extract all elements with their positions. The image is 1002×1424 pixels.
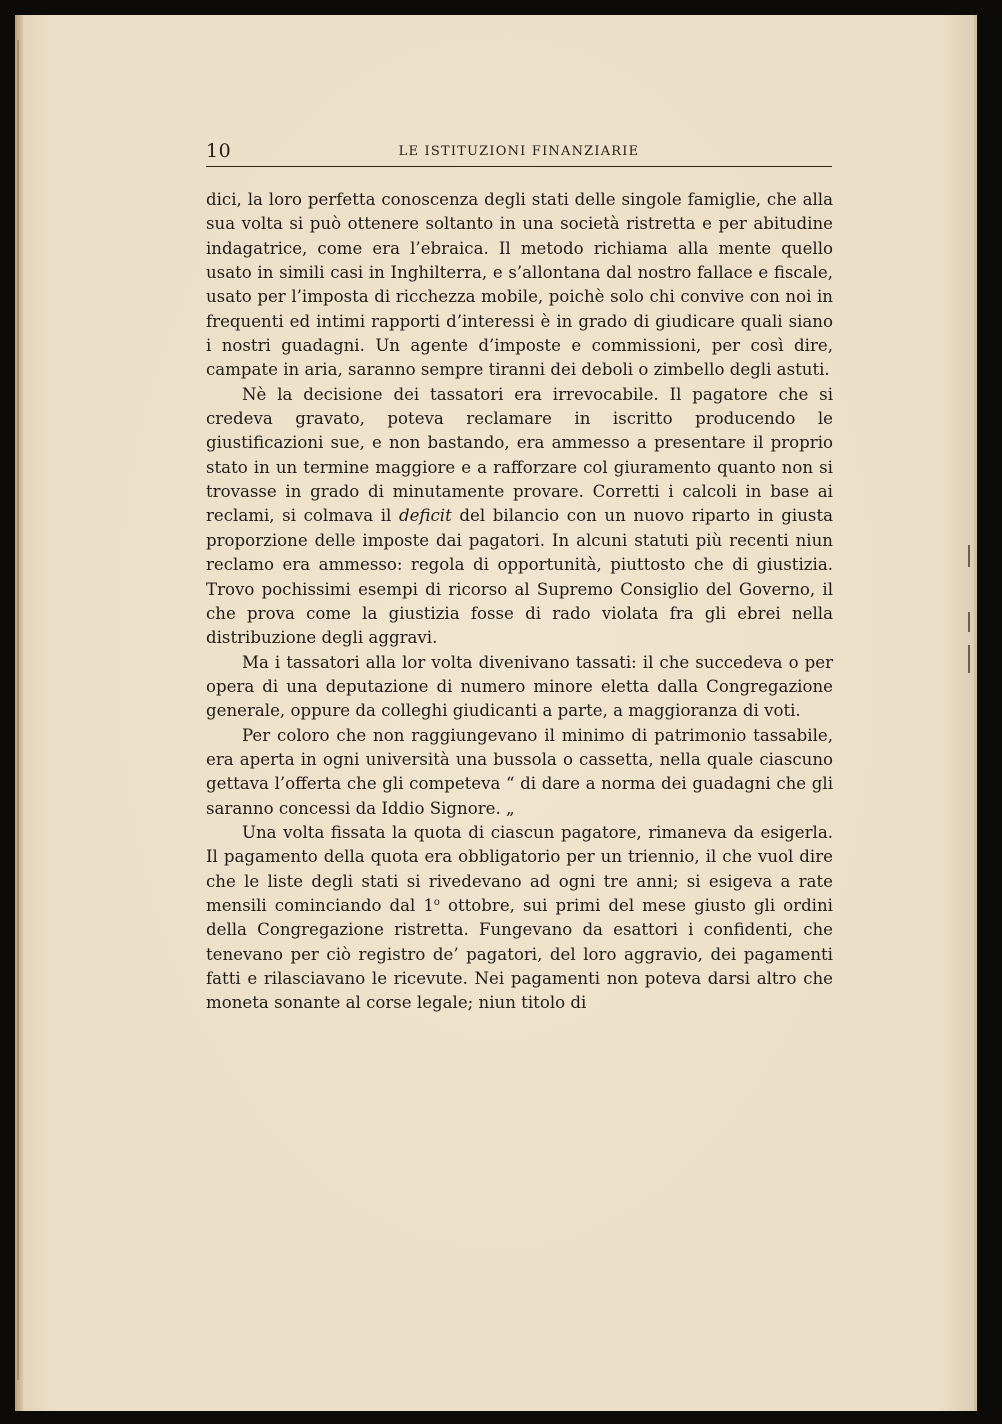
- paragraph-1: [206, 188, 833, 383]
- running-title: LE ISTITUZIONI FINANZIARIE: [398, 144, 640, 159]
- page-number: 10: [206, 140, 232, 162]
- page-edge: [974, 15, 977, 1411]
- margin-mark: [968, 645, 970, 673]
- margin-mark: [968, 545, 970, 567]
- paragraph-4: [206, 724, 833, 821]
- paragraph-text-start: Nè la decisione dei tassatori era irrevocabile. Il pagatore che si credeva gravato, poteva reclamare in iscritto producendo le giustificazioni sue, e non bastando, era ammesso a presentare il proprio stato in un termine maggiore e a rafforzare col giuramento quanto non si trovasse in grado di minutamente provare. Corretti i calcoli in base ai reclami, si colmava il: [206, 384, 833, 526]
- paragraph-text: dici, la loro perfetta conoscenza degli stati delle singole famiglie, che alla sua volta si può ottenere soltanto in una società ristretta e per abitudine indagatrice, come era l’ebraica. Il metodo richiama alla mente quello usato in simili casi in Inghilterra, e s’allontana dal nostro fallace e fiscale, usato per l’imposta di ricchezza mobile, poichè solo chi convive con noi in frequenti ed intimi rapporti d’interessi è in grado di giudicare quali siano i nostri guadagni. Un agente d’imposte e commissioni, per così dire, campate in aria, saranno sempre tiranni dei deboli o zimbello degli astuti.: [206, 190, 833, 380]
- left-binding-mark: [17, 40, 19, 1380]
- header-rule: [206, 166, 832, 167]
- paragraph-3: [206, 651, 833, 724]
- paragraph-text-end: ottobre, sui primi del mese giusto gli ordini della Congregazione ristretta. Fungevano da esattori i confidenti, che tenevano per ciò registro de’ pagatori, del loro aggravio, dei pagamenti fatti e rilasciavano le ricevute. Nei pagamenti non poteva darsi altro che moneta sonante al corse legale; niun titolo di: [206, 895, 833, 1013]
- paragraph-text-end: del bilancio con un nuovo riparto in giusta proporzione delle imposte dai pagatori. In alcuni statuti più recenti niun reclamo era ammesso: regola di opportunità, piuttosto che di giustizia. Trovo pochissimi esempi di ricorso al Supremo Consiglio del Governo, il che prova come la giustizia fosse di rado violata fra gli ebrei nella distribuzione degli aggravi.: [206, 506, 834, 648]
- ordinal-superscript: o: [433, 896, 440, 908]
- body-text: [206, 188, 833, 1016]
- italic-term: deficit: [398, 506, 452, 526]
- margin-mark: [968, 612, 970, 632]
- paragraph-text: Ma i tassatori alla lor volta divenivano tassati: il che succedeva o per opera di una deputazione di numero minore eletta dalla Congregazione generale, oppure da colleghi giudicanti a parte, a maggioranza di voti.: [206, 652, 833, 721]
- page-header: [206, 140, 832, 176]
- paragraph-text: Per coloro che non raggiungevano il minimo di patrimonio tassabile, era aperta in ogni università una bussola o cassetta, nella quale ciascuno gettava l’offerta che gli competeva “ di dare a norma dei guadagni che gli saranno concessi da Iddio Signore. „: [206, 725, 833, 818]
- paragraph-2: [206, 383, 833, 651]
- paragraph-text-start: Una volta fissata la quota di ciascun pagatore, rimaneva da esigerla. Il pagamento della quota era obbligatorio per un triennio, il che vuol dire che le liste degli stati si rivedevano ad ogni tre anni; si esigeva a rate mensili cominciando dal 1: [206, 822, 833, 915]
- paragraph-5: [206, 821, 833, 1016]
